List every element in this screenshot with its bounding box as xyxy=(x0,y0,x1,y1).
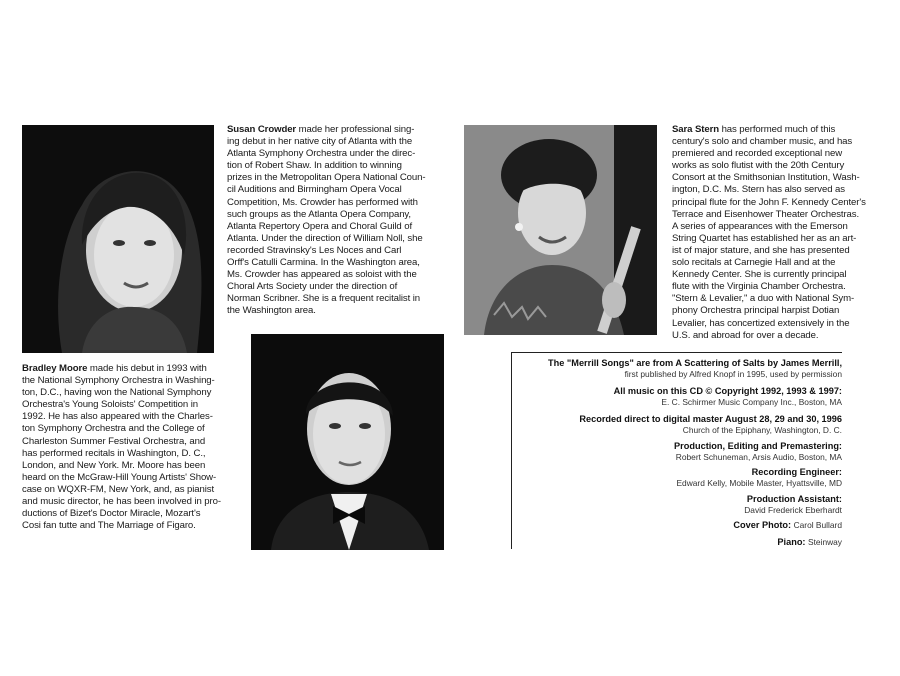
credit-recorded: Recorded direct to digital master August 28, 29 and 30, 1996 Church of the Epiphany, Washington, D. C. xyxy=(579,414,842,435)
credit-copyright: All music on this CD © Copyright 1992, 1993 & 1997: E. C. Schirmer Music Company Inc., Boston, MA xyxy=(613,386,842,407)
credit-engineer: Recording Engineer: Edward Kelly, Mobile Master, Hyattsville, MD xyxy=(676,467,842,488)
bio-sara-stern: Sara Stern has performed much of this century's solo and chamber music, and has premiered and recorded exceptional new works as solo flutist with the 20th Century Consort at the Smithsonian Institution, Wash- ington, D.C. Ms. Stern has also served as principal flute for the John F. Kennedy Center's Terrace and Eisenhower Theater Orchestras. A series of appearances with the Emerson String Quartet has established her as an art- ist of major stature, and she has presented solo recitals at Carnegie Hall and at the Kennedy Center. She is currently principal flute with the Virginia Chamber Orchestra. "Stern & Levalier," a duo with National Sym- phony Orchestra principal harpist Dotian Levalier, has concertized extensively in the U.S. and abroad for over a decade. xyxy=(672,124,866,341)
bio-bradley-moore: Bradley Moore made his debut in 1993 with the National Symphony Orchestra in Washing- ton, D.C., having won the National Symphony Orchestra's Young Soloists' Competition in 1992. He has also appeared with the Charles- ton Symphony Orchestra and the College of Charleston Summer Festival Orchestra, and has performed recitals in Washington, D. C., London, and New York. Mr. Moore has been heard on the McGraw-Hill Young Artists' Show- case on WQXR-FM, New York, and, as pianist and music director, he has been involved in pro- ductions of Bizet's Doctor Miracle, Mozart's Cosi fan tutte and The Marriage of Figaro. xyxy=(22,363,221,532)
photo-bradley-moore xyxy=(251,334,444,550)
photo-sara-stern xyxy=(464,125,657,335)
credit-assistant: Production Assistant: David Frederick Eberhardt xyxy=(744,494,842,515)
bio-susan-crowder: Susan Crowder made her professional sing- ing debut in her native city of Atlanta with the Atlanta Symphony Orchestra under the direc- tion of Robert Shaw. In addition to winning prizes in the Metropolitan Opera National Coun- cil Auditions and Birmingham Opera Vocal Competition, Ms. Crowder has performed with such groups as the Atlanta Opera Company, Atlanta Repertory Opera and Choral Guild of Atlanta. Under the direction of William Noll, she recorded Stravinsky's Les Noces and Carl Orff's Catulli Carmina. In the Washington area, Ms. Crowder has appeared as soloist with the Choral Arts Society under the direction of Norman Scribner. She is a frequent recitalist in the Washington area. xyxy=(227,124,426,317)
credit-cover-photo: Cover Photo: Carol Bullard xyxy=(733,520,842,530)
credit-piano: Piano: Steinway xyxy=(777,537,842,547)
photo-susan-crowder xyxy=(22,125,214,353)
credit-songs: The "Merrill Songs" are from A Scattering of Salts by James Merrill, first published by Alfred Knopf in 1995, used by permission xyxy=(548,358,842,379)
credit-production: Production, Editing and Premastering: Robert Schuneman, Arsis Audio, Boston, MA xyxy=(674,441,842,462)
credits-block xyxy=(511,352,842,549)
bio-name-bradley: Bradley Moore xyxy=(22,363,88,374)
bio-name-sara: Sara Stern xyxy=(672,124,719,135)
bio-name-susan: Susan Crowder xyxy=(227,124,297,135)
